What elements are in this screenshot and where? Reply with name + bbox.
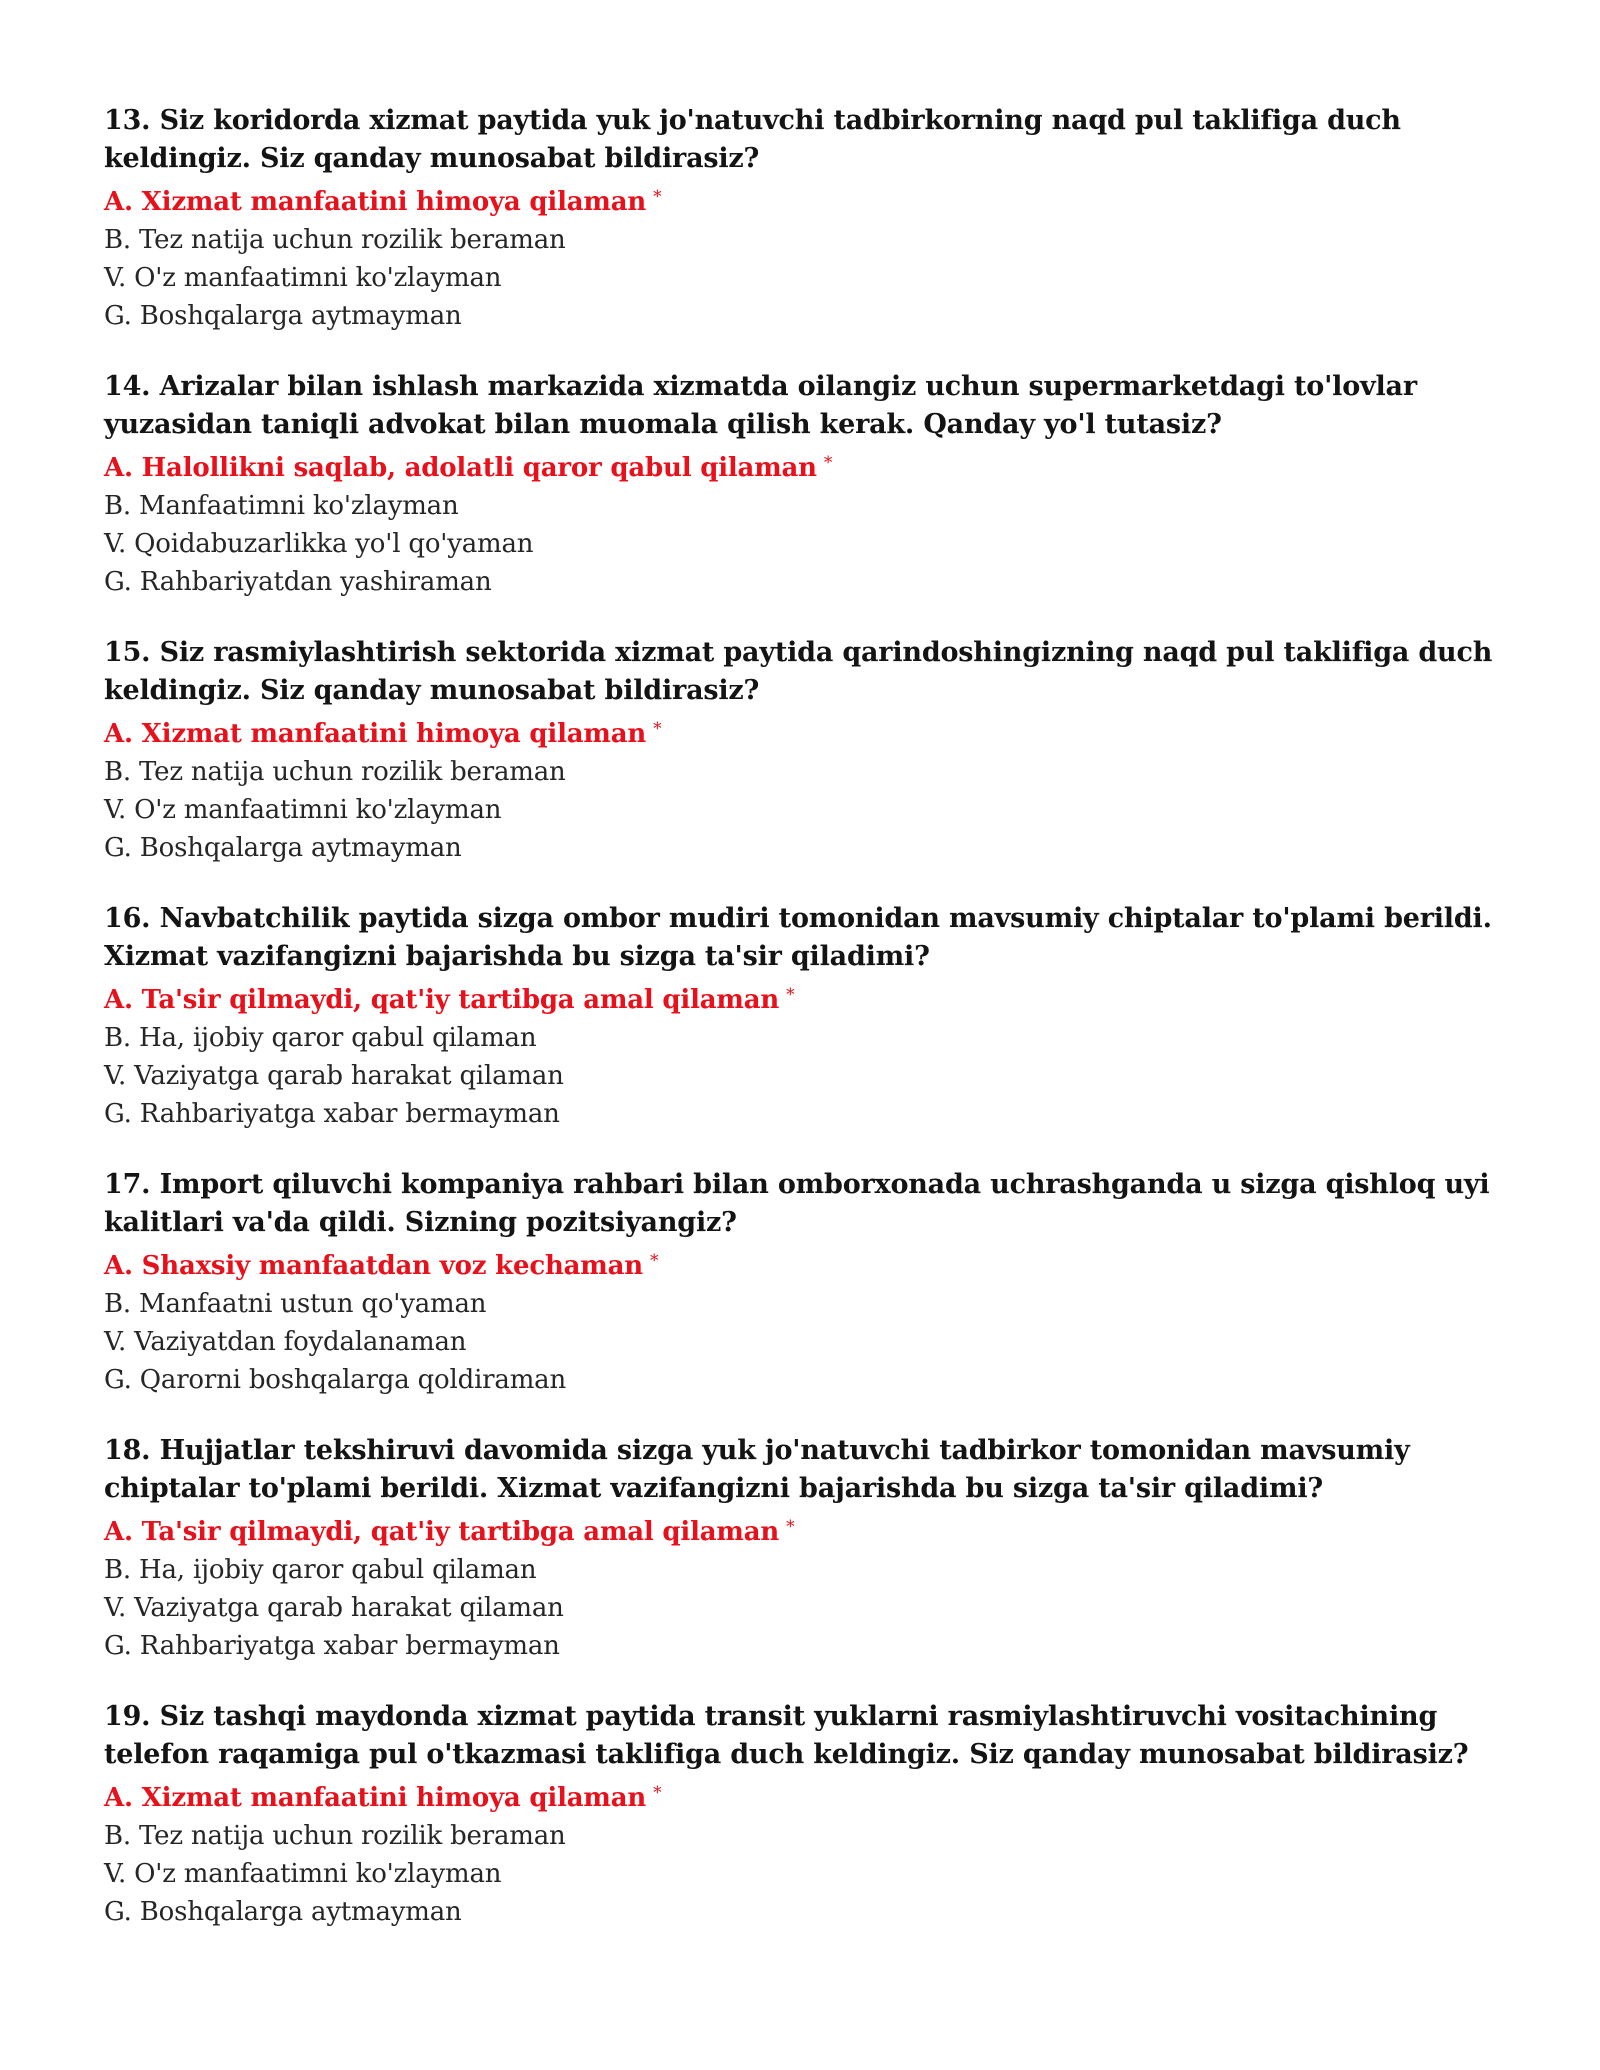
question-body: Siz rasmiylashtirish sektorida xizmat paytida qarindoshingizning naqd pul taklifiga duch keldingiz. Siz qanday munosabat bildirasiz? xyxy=(104,637,1493,706)
correct-marker-asterisk: * xyxy=(653,187,662,207)
answer-option xyxy=(104,1057,1520,1095)
question-body: Import qiluvchi kompaniya rahbari bilan omborxonada uchrashganda u sizga qishloq uyi kalitlari va'da qildi. Sizning pozitsiyangiz? xyxy=(104,1169,1490,1238)
question-list xyxy=(104,102,1520,1931)
answer-option-label: A. Ta'sir qilmaydi, qat'iy tartibga amal qilaman xyxy=(104,1517,780,1547)
answer-option xyxy=(104,753,1520,791)
question-number: 15. xyxy=(104,637,151,668)
answer-option-label: B. Manfaatimni ko'zlayman xyxy=(104,491,459,521)
answer-option-label: V. Qoidabuzarlikka yo'l qo'yaman xyxy=(104,529,534,559)
answer-option-label: G. Qarorni boshqalarga qoldiraman xyxy=(104,1365,567,1395)
correct-answer-option xyxy=(104,710,1520,753)
question-text xyxy=(104,900,1520,976)
question-block xyxy=(104,1432,1520,1665)
answer-option-label: V. O'z manfaatimni ko'zlayman xyxy=(104,1859,502,1889)
answer-option-label: B. Tez natija uchun rozilik beraman xyxy=(104,1821,566,1851)
answer-option-label: A. Xizmat manfaatini himoya qilaman xyxy=(104,719,647,749)
correct-answer-option xyxy=(104,976,1520,1019)
correct-answer-option xyxy=(104,1508,1520,1551)
question-body: Hujjatlar tekshiruvi davomida sizga yuk jo'natuvchi tadbirkor tomonidan mavsumiy chiptalar to'plami berildi. Xizmat vazifangizni bajarishda bu sizga ta'sir qiladimi? xyxy=(104,1435,1410,1504)
answer-option-label: V. Vaziyatdan foydalanaman xyxy=(104,1327,467,1357)
question-number: 14. xyxy=(104,371,151,402)
answer-option xyxy=(104,297,1520,335)
question-number: 18. xyxy=(104,1435,151,1466)
answer-option xyxy=(104,1817,1520,1855)
answer-options xyxy=(104,710,1520,867)
answer-option xyxy=(104,1019,1520,1057)
answer-option xyxy=(104,1627,1520,1665)
answer-option-label: G. Rahbariyatga xabar bermayman xyxy=(104,1631,560,1661)
correct-marker-asterisk: * xyxy=(653,1783,662,1803)
correct-answer-option xyxy=(104,1774,1520,1817)
question-body: Siz koridorda xizmat paytida yuk jo'natuvchi tadbirkorning naqd pul taklifiga duch keldingiz. Siz qanday munosabat bildirasiz? xyxy=(104,105,1401,174)
question-block xyxy=(104,1166,1520,1399)
answer-option xyxy=(104,525,1520,563)
answer-option xyxy=(104,487,1520,525)
answer-options xyxy=(104,178,1520,335)
question-number: 17. xyxy=(104,1169,151,1200)
answer-option xyxy=(104,1589,1520,1627)
question-text xyxy=(104,1698,1520,1774)
correct-answer-option xyxy=(104,1242,1520,1285)
correct-marker-asterisk: * xyxy=(786,1517,795,1537)
answer-options xyxy=(104,1774,1520,1931)
answer-option-label: G. Boshqalarga aytmayman xyxy=(104,301,462,331)
correct-answer-option xyxy=(104,178,1520,221)
answer-option xyxy=(104,829,1520,867)
question-text xyxy=(104,368,1520,444)
answer-option xyxy=(104,1095,1520,1133)
answer-options xyxy=(104,444,1520,601)
answer-option-label: V. O'z manfaatimni ko'zlayman xyxy=(104,263,502,293)
answer-option-label: V. Vaziyatga qarab harakat qilaman xyxy=(104,1593,564,1623)
answer-option-label: G. Boshqalarga aytmayman xyxy=(104,1897,462,1927)
answer-option xyxy=(104,221,1520,259)
question-text xyxy=(104,102,1520,178)
question-number: 16. xyxy=(104,903,151,934)
question-block xyxy=(104,102,1520,335)
answer-option-label: B. Manfaatni ustun qo'yaman xyxy=(104,1289,487,1319)
answer-option-label: V. O'z manfaatimni ko'zlayman xyxy=(104,795,502,825)
correct-marker-asterisk: * xyxy=(653,719,662,739)
answer-option-label: A. Xizmat manfaatini himoya qilaman xyxy=(104,187,647,217)
question-body: Siz tashqi maydonda xizmat paytida transit yuklarni rasmiylashtiruvchi vositachining telefon raqamiga pul o'tkazmasi taklifiga duch keldingiz. Siz qanday munosabat bildirasiz? xyxy=(104,1701,1469,1770)
question-block xyxy=(104,368,1520,601)
answer-option xyxy=(104,1551,1520,1589)
answer-option-label: B. Tez natija uchun rozilik beraman xyxy=(104,225,566,255)
answer-option-label: G. Rahbariyatga xabar bermayman xyxy=(104,1099,560,1129)
answer-option-label: B. Ha, ijobiy qaror qabul qilaman xyxy=(104,1555,537,1585)
answer-option xyxy=(104,259,1520,297)
answer-option-label: A. Xizmat manfaatini himoya qilaman xyxy=(104,1783,647,1813)
question-text xyxy=(104,634,1520,710)
answer-options xyxy=(104,1242,1520,1399)
answer-option-label: B. Tez natija uchun rozilik beraman xyxy=(104,757,566,787)
correct-marker-asterisk: * xyxy=(649,1251,659,1271)
answer-option-label: B. Ha, ijobiy qaror qabul qilaman xyxy=(104,1023,537,1053)
correct-answer-option xyxy=(104,444,1520,487)
question-number: 13. xyxy=(104,105,151,136)
question-text xyxy=(104,1432,1520,1508)
answer-option-label: A. Ta'sir qilmaydi, qat'iy tartibga amal qilaman xyxy=(104,985,780,1015)
question-body: Navbatchilik paytida sizga ombor mudiri tomonidan mavsumiy chiptalar to'plami berildi. Xizmat vazifangizni bajarishda bu sizga ta'sir qiladimi? xyxy=(104,903,1492,972)
answer-option xyxy=(104,1361,1520,1399)
answer-option-label: G. Rahbariyatdan yashiraman xyxy=(104,567,492,597)
correct-marker-asterisk: * xyxy=(823,453,833,473)
answer-options xyxy=(104,1508,1520,1665)
question-body: Arizalar bilan ishlash markazida xizmatda oilangiz uchun supermarketdagi to'lovlar yuzasidan taniqli advokat bilan muomala qilish kerak. Qanday yo'l tutasiz? xyxy=(104,371,1417,440)
answer-option xyxy=(104,1323,1520,1361)
answer-option-label: A. Shaxsiy manfaatdan voz kechaman xyxy=(104,1251,643,1281)
question-block xyxy=(104,634,1520,867)
answer-option xyxy=(104,1855,1520,1893)
answer-option-label: A. Halollikni saqlab, adolatli qaror qabul qilaman xyxy=(104,453,817,483)
answer-option xyxy=(104,1893,1520,1931)
answer-option-label: G. Boshqalarga aytmayman xyxy=(104,833,462,863)
question-text xyxy=(104,1166,1520,1242)
answer-option-label: V. Vaziyatga qarab harakat qilaman xyxy=(104,1061,564,1091)
correct-marker-asterisk: * xyxy=(786,985,795,1005)
answer-option xyxy=(104,791,1520,829)
answer-option xyxy=(104,1285,1520,1323)
question-number: 19. xyxy=(104,1701,151,1732)
question-block xyxy=(104,900,1520,1133)
answer-option xyxy=(104,563,1520,601)
question-block xyxy=(104,1698,1520,1931)
answer-options xyxy=(104,976,1520,1133)
